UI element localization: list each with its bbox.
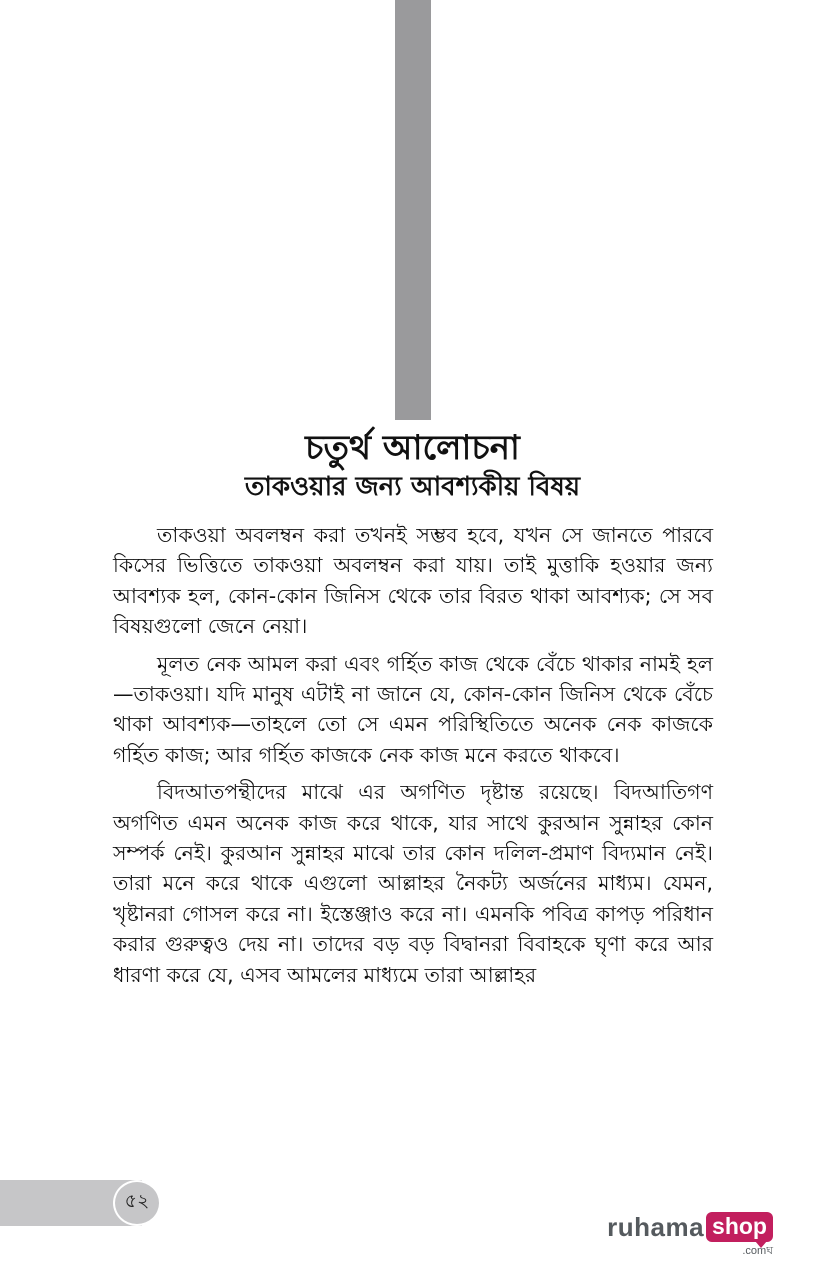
body-text: [113, 520, 713, 997]
logo-sub: .comঘ: [742, 1245, 773, 1257]
page-number: ৫২: [113, 1180, 161, 1226]
logo-badge: shop: [706, 1212, 773, 1242]
ruhamashop-logo: [607, 1212, 773, 1257]
paragraph-3: বিদআতপন্থীদের মাঝে এর অগণিত দৃষ্টান্ত রয়েছে। বিদআতিগণ অগণিত এমন অনেক কাজ করে থাকে, যার সাথে কুরআন সুন্নাহর কোন সম্পর্ক নেই। কুরআন সুন্নাহর মাঝে তার কোন দলিল-প্রমাণ বিদ্যমান নেই। তারা মনে করে থাকে এগুলো আল্লাহর নৈকট্য অর্জনের মাধ্যম। যেমন, খৃষ্টানরা গোসল করে না। ইস্তেঞ্জাও করে না। এমনকি পবিত্র কাপড় পরিধান করার গুরুত্বও দেয় না। তাদের বড় বড় বিদ্বানরা বিবাহকে ঘৃণা করে আর ধারণা করে যে, এসব আমলের মাধ্যমে তারা আল্লাহর: [113, 780, 713, 987]
chapter-title: চতুর্থ আলোচনা: [305, 428, 520, 468]
paragraph-2: মূলত নেক আমল করা এবং গর্হিত কাজ থেকে বেঁচে থাকার নামই হল—তাকওয়া। যদি মানুষ এটাই না জানে যে, কোন-কোন জিনিস থেকে বেঁচে থাকা আবশ্যক—তাহলে তো সে এমন পরিস্থিতিতে অনেক নেক কাজকে গর্হিত কাজ; আর গর্হিত কাজকে নেক কাজ মনে করতে থাকবে।: [113, 651, 713, 767]
paragraph-1: তাকওয়া অবলম্বন করা তখনই সম্ভব হবে, যখন সে জানতে পারবে কিসের ভিত্তিতে তাকওয়া অবলম্বন করা যায়। তাই মুত্তাকি হওয়ার জন্য আবশ্যক হল, কোন-কোন জিনিস থেকে তার বিরত থাকা আবশ্যক; সে সব বিষয়গুলো জেনে নেয়া।: [113, 523, 713, 639]
decorative-vertical-bar: [395, 0, 431, 420]
chapter-subtitle: তাকওয়ার জন্য আবশ্যকীয় বিষয়: [244, 472, 581, 502]
logo-word: ruhama: [607, 1212, 705, 1242]
